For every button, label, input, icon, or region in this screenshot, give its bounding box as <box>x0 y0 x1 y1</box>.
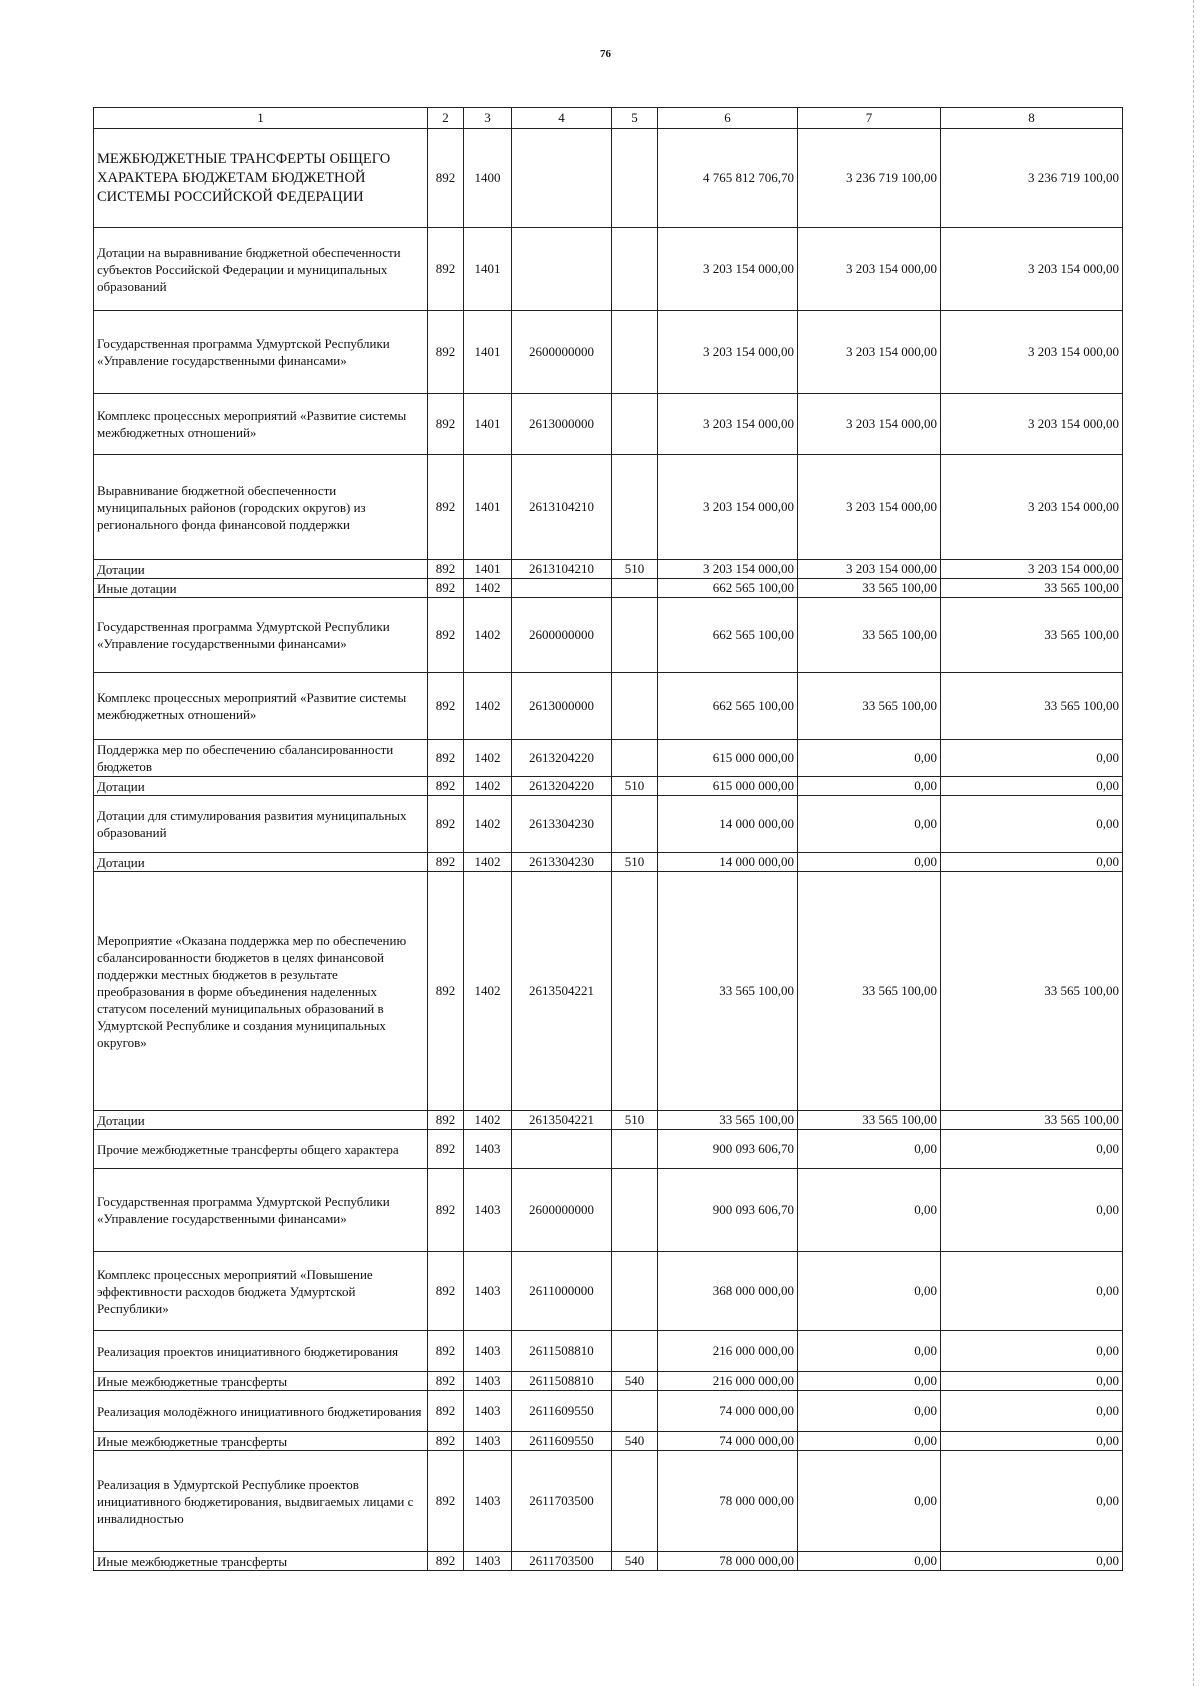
row-name: Дотации для стимулирования развития муниципальных образований <box>94 796 428 853</box>
section-code: 1401 <box>464 560 512 579</box>
table-row <box>94 1252 1123 1331</box>
amount-col6: 900 093 606,70 <box>658 1169 798 1252</box>
amount-col8: 33 565 100,00 <box>941 579 1123 598</box>
row-name: Государственная программа Удмуртской Республики «Управление государственными финансами» <box>94 1169 428 1252</box>
table-row <box>94 796 1123 853</box>
target-item-code: 2613104210 <box>512 455 612 560</box>
section-code: 1403 <box>464 1552 512 1571</box>
amount-col6: 4 765 812 706,70 <box>658 129 798 228</box>
grbs-code: 892 <box>428 1130 464 1169</box>
column-header: 3 <box>464 108 512 129</box>
amount-col6: 216 000 000,00 <box>658 1372 798 1391</box>
table-row <box>94 1331 1123 1372</box>
column-header: 2 <box>428 108 464 129</box>
amount-col8: 33 565 100,00 <box>941 673 1123 740</box>
column-header: 1 <box>94 108 428 129</box>
expense-type-code <box>612 579 658 598</box>
grbs-code: 892 <box>428 796 464 853</box>
amount-col8: 0,00 <box>941 1451 1123 1552</box>
expense-type-code <box>612 311 658 394</box>
target-item-code: 2613000000 <box>512 394 612 455</box>
amount-col7: 3 203 154 000,00 <box>798 560 941 579</box>
amount-col8: 0,00 <box>941 1372 1123 1391</box>
row-name: Дотации <box>94 853 428 872</box>
section-code: 1402 <box>464 777 512 796</box>
amount-col7: 33 565 100,00 <box>798 872 941 1111</box>
grbs-code: 892 <box>428 228 464 311</box>
expense-type-code <box>612 1130 658 1169</box>
section-code: 1402 <box>464 796 512 853</box>
amount-col6: 3 203 154 000,00 <box>658 228 798 311</box>
amount-col6: 33 565 100,00 <box>658 872 798 1111</box>
target-item-code <box>512 129 612 228</box>
amount-col7: 0,00 <box>798 1331 941 1372</box>
column-header-row <box>94 108 1123 129</box>
section-code: 1402 <box>464 579 512 598</box>
section-code: 1403 <box>464 1432 512 1451</box>
target-item-code: 2613304230 <box>512 853 612 872</box>
amount-col8: 3 203 154 000,00 <box>941 394 1123 455</box>
row-name: Поддержка мер по обеспечению сбалансированности бюджетов <box>94 740 428 777</box>
expense-type-code <box>612 1252 658 1331</box>
grbs-code: 892 <box>428 455 464 560</box>
amount-col6: 662 565 100,00 <box>658 579 798 598</box>
table-row <box>94 1130 1123 1169</box>
amount-col7: 3 236 719 100,00 <box>798 129 941 228</box>
target-item-code: 2611609550 <box>512 1432 612 1451</box>
table-body <box>94 129 1123 1571</box>
row-name: Иные межбюджетные трансферты <box>94 1552 428 1571</box>
amount-col8: 0,00 <box>941 1252 1123 1331</box>
amount-col6: 3 203 154 000,00 <box>658 394 798 455</box>
table-row <box>94 673 1123 740</box>
grbs-code: 892 <box>428 1252 464 1331</box>
expense-type-code <box>612 872 658 1111</box>
section-code: 1403 <box>464 1331 512 1372</box>
section-code: 1402 <box>464 853 512 872</box>
table-row <box>94 1432 1123 1451</box>
table-row <box>94 1372 1123 1391</box>
target-item-code: 2611703500 <box>512 1552 612 1571</box>
amount-col8: 0,00 <box>941 1391 1123 1432</box>
target-item-code: 2613304230 <box>512 796 612 853</box>
grbs-code: 892 <box>428 311 464 394</box>
table-row <box>94 777 1123 796</box>
table-row <box>94 394 1123 455</box>
expense-type-code <box>612 1169 658 1252</box>
amount-col7: 0,00 <box>798 1552 941 1571</box>
amount-col8: 33 565 100,00 <box>941 872 1123 1111</box>
target-item-code: 2611609550 <box>512 1391 612 1432</box>
section-code: 1401 <box>464 311 512 394</box>
section-code: 1403 <box>464 1252 512 1331</box>
section-code: 1402 <box>464 673 512 740</box>
grbs-code: 892 <box>428 740 464 777</box>
amount-col8: 3 203 154 000,00 <box>941 560 1123 579</box>
section-code: 1400 <box>464 129 512 228</box>
table-row <box>94 579 1123 598</box>
amount-col8: 0,00 <box>941 853 1123 872</box>
table-row <box>94 1169 1123 1252</box>
grbs-code: 892 <box>428 1331 464 1372</box>
target-item-code: 2613504221 <box>512 872 612 1111</box>
row-name: Иные межбюджетные трансферты <box>94 1372 428 1391</box>
expense-type-code <box>612 394 658 455</box>
amount-col8: 0,00 <box>941 796 1123 853</box>
grbs-code: 892 <box>428 579 464 598</box>
table-row <box>94 1111 1123 1130</box>
amount-col7: 3 203 154 000,00 <box>798 394 941 455</box>
grbs-code: 892 <box>428 1372 464 1391</box>
amount-col8: 0,00 <box>941 1552 1123 1571</box>
table-row <box>94 1391 1123 1432</box>
amount-col7: 0,00 <box>798 1432 941 1451</box>
expense-type-code <box>612 228 658 311</box>
column-header: 4 <box>512 108 612 129</box>
section-code: 1402 <box>464 740 512 777</box>
target-item-code: 2611703500 <box>512 1451 612 1552</box>
grbs-code: 892 <box>428 1111 464 1130</box>
row-name: Дотации <box>94 560 428 579</box>
amount-col6: 662 565 100,00 <box>658 673 798 740</box>
section-code: 1401 <box>464 455 512 560</box>
grbs-code: 892 <box>428 853 464 872</box>
expense-type-code: 510 <box>612 560 658 579</box>
amount-col8: 0,00 <box>941 777 1123 796</box>
amount-col8: 33 565 100,00 <box>941 1111 1123 1130</box>
section-code: 1402 <box>464 872 512 1111</box>
table-row <box>94 598 1123 673</box>
expense-type-code <box>612 129 658 228</box>
target-item-code: 2613504221 <box>512 1111 612 1130</box>
grbs-code: 892 <box>428 129 464 228</box>
amount-col6: 3 203 154 000,00 <box>658 455 798 560</box>
amount-col8: 0,00 <box>941 740 1123 777</box>
amount-col6: 78 000 000,00 <box>658 1552 798 1571</box>
amount-col6: 14 000 000,00 <box>658 853 798 872</box>
amount-col6: 74 000 000,00 <box>658 1391 798 1432</box>
expense-type-code <box>612 1391 658 1432</box>
amount-col6: 3 203 154 000,00 <box>658 311 798 394</box>
grbs-code: 892 <box>428 777 464 796</box>
section-code: 1403 <box>464 1130 512 1169</box>
amount-col7: 3 203 154 000,00 <box>798 228 941 311</box>
row-name: Дотации <box>94 777 428 796</box>
amount-col8: 0,00 <box>941 1169 1123 1252</box>
target-item-code: 2611508810 <box>512 1372 612 1391</box>
row-name: Комплекс процессных мероприятий «Развитие системы межбюджетных отношений» <box>94 394 428 455</box>
column-header: 6 <box>658 108 798 129</box>
amount-col7: 0,00 <box>798 1372 941 1391</box>
amount-col8: 0,00 <box>941 1130 1123 1169</box>
row-name: Комплекс процессных мероприятий «Повышение эффективности расходов бюджета Удмуртской Республики» <box>94 1252 428 1331</box>
row-name: МЕЖБЮДЖЕТНЫЕ ТРАНСФЕРТЫ ОБЩЕГО ХАРАКТЕРА БЮДЖЕТАМ БЮДЖЕТНОЙ СИСТЕМЫ РОССИЙСКОЙ ФЕДЕРАЦИИ <box>94 129 428 228</box>
amount-col8: 3 236 719 100,00 <box>941 129 1123 228</box>
amount-col6: 615 000 000,00 <box>658 740 798 777</box>
section-code: 1403 <box>464 1391 512 1432</box>
column-header: 5 <box>612 108 658 129</box>
grbs-code: 892 <box>428 560 464 579</box>
amount-col6: 216 000 000,00 <box>658 1331 798 1372</box>
column-header: 8 <box>941 108 1123 129</box>
amount-col7: 33 565 100,00 <box>798 598 941 673</box>
amount-col7: 0,00 <box>798 853 941 872</box>
expense-type-code: 510 <box>612 853 658 872</box>
section-code: 1403 <box>464 1372 512 1391</box>
section-code: 1403 <box>464 1451 512 1552</box>
table-row <box>94 228 1123 311</box>
expense-type-code: 510 <box>612 777 658 796</box>
row-name: Дотации на выравнивание бюджетной обеспеченности субъектов Российской Федерации и муниципальных образований <box>94 228 428 311</box>
budget-table <box>93 107 1123 1571</box>
target-item-code: 2613204220 <box>512 740 612 777</box>
grbs-code: 892 <box>428 394 464 455</box>
amount-col8: 0,00 <box>941 1432 1123 1451</box>
table-row <box>94 872 1123 1111</box>
expense-type-code: 540 <box>612 1372 658 1391</box>
expense-type-code <box>612 796 658 853</box>
row-name: Иные межбюджетные трансферты <box>94 1432 428 1451</box>
expense-type-code: 540 <box>612 1552 658 1571</box>
grbs-code: 892 <box>428 1432 464 1451</box>
amount-col7: 3 203 154 000,00 <box>798 455 941 560</box>
target-item-code <box>512 228 612 311</box>
expense-type-code <box>612 1451 658 1552</box>
amount-col7: 33 565 100,00 <box>798 1111 941 1130</box>
page-number: 76 <box>600 48 611 60</box>
amount-col7: 0,00 <box>798 1130 941 1169</box>
amount-col6: 368 000 000,00 <box>658 1252 798 1331</box>
amount-col6: 78 000 000,00 <box>658 1451 798 1552</box>
amount-col6: 14 000 000,00 <box>658 796 798 853</box>
amount-col6: 74 000 000,00 <box>658 1432 798 1451</box>
amount-col7: 0,00 <box>798 740 941 777</box>
expense-type-code: 540 <box>612 1432 658 1451</box>
target-item-code: 2600000000 <box>512 1169 612 1252</box>
amount-col8: 3 203 154 000,00 <box>941 455 1123 560</box>
target-item-code: 2613204220 <box>512 777 612 796</box>
amount-col8: 0,00 <box>941 1331 1123 1372</box>
section-code: 1401 <box>464 394 512 455</box>
table-row <box>94 853 1123 872</box>
table-row <box>94 1552 1123 1571</box>
row-name: Выравнивание бюджетной обеспеченности муниципальных районов (городских округов) из регионального фонда финансовой поддержки <box>94 455 428 560</box>
row-name: Дотации <box>94 1111 428 1130</box>
table-row <box>94 560 1123 579</box>
target-item-code: 2613000000 <box>512 673 612 740</box>
expense-type-code <box>612 673 658 740</box>
row-name: Государственная программа Удмуртской Республики «Управление государственными финансами» <box>94 598 428 673</box>
table-row <box>94 1451 1123 1552</box>
amount-col6: 33 565 100,00 <box>658 1111 798 1130</box>
amount-col7: 0,00 <box>798 1252 941 1331</box>
row-name: Прочие межбюджетные трансферты общего характера <box>94 1130 428 1169</box>
amount-col8: 3 203 154 000,00 <box>941 311 1123 394</box>
column-header: 7 <box>798 108 941 129</box>
amount-col7: 33 565 100,00 <box>798 579 941 598</box>
target-item-code: 2613104210 <box>512 560 612 579</box>
target-item-code: 2611000000 <box>512 1252 612 1331</box>
amount-col7: 0,00 <box>798 796 941 853</box>
row-name: Мероприятие «Оказана поддержка мер по обеспечению сбалансированности бюджетов в целях финансовой поддержки местных бюджетов в результате преобразования в форме объединения наделенных статусом поселений муниципальных образований в Удмуртской Республике и создания муниципальных округов» <box>94 872 428 1111</box>
target-item-code: 2611508810 <box>512 1331 612 1372</box>
row-name: Иные дотации <box>94 579 428 598</box>
amount-col7: 0,00 <box>798 1169 941 1252</box>
amount-col7: 0,00 <box>798 1451 941 1552</box>
scan-edge <box>1192 0 1194 1686</box>
amount-col7: 0,00 <box>798 1391 941 1432</box>
expense-type-code <box>612 740 658 777</box>
target-item-code: 2600000000 <box>512 311 612 394</box>
grbs-code: 892 <box>428 1451 464 1552</box>
amount-col7: 3 203 154 000,00 <box>798 311 941 394</box>
amount-col8: 33 565 100,00 <box>941 598 1123 673</box>
row-name: Государственная программа Удмуртской Республики «Управление государственными финансами» <box>94 311 428 394</box>
expense-type-code <box>612 1331 658 1372</box>
table-row <box>94 311 1123 394</box>
expense-type-code <box>612 455 658 560</box>
amount-col6: 615 000 000,00 <box>658 777 798 796</box>
expense-type-code: 510 <box>612 1111 658 1130</box>
section-code: 1402 <box>464 598 512 673</box>
grbs-code: 892 <box>428 872 464 1111</box>
section-code: 1403 <box>464 1169 512 1252</box>
amount-col6: 900 093 606,70 <box>658 1130 798 1169</box>
grbs-code: 892 <box>428 673 464 740</box>
table-row <box>94 740 1123 777</box>
target-item-code: 2600000000 <box>512 598 612 673</box>
table-row <box>94 455 1123 560</box>
grbs-code: 892 <box>428 1169 464 1252</box>
amount-col8: 3 203 154 000,00 <box>941 228 1123 311</box>
amount-col7: 0,00 <box>798 777 941 796</box>
section-code: 1402 <box>464 1111 512 1130</box>
amount-col6: 662 565 100,00 <box>658 598 798 673</box>
amount-col6: 3 203 154 000,00 <box>658 560 798 579</box>
row-name: Комплекс процессных мероприятий «Развитие системы межбюджетных отношений» <box>94 673 428 740</box>
table-row <box>94 129 1123 228</box>
row-name: Реализация проектов инициативного бюджетирования <box>94 1331 428 1372</box>
target-item-code <box>512 1130 612 1169</box>
expense-type-code <box>612 598 658 673</box>
target-item-code <box>512 579 612 598</box>
amount-col7: 33 565 100,00 <box>798 673 941 740</box>
section-code: 1401 <box>464 228 512 311</box>
grbs-code: 892 <box>428 1552 464 1571</box>
row-name: Реализация молодёжного инициативного бюджетирования <box>94 1391 428 1432</box>
row-name: Реализация в Удмуртской Республике проектов инициативного бюджетирования, выдвигаемых лицами с инвалидностью <box>94 1451 428 1552</box>
grbs-code: 892 <box>428 1391 464 1432</box>
grbs-code: 892 <box>428 598 464 673</box>
